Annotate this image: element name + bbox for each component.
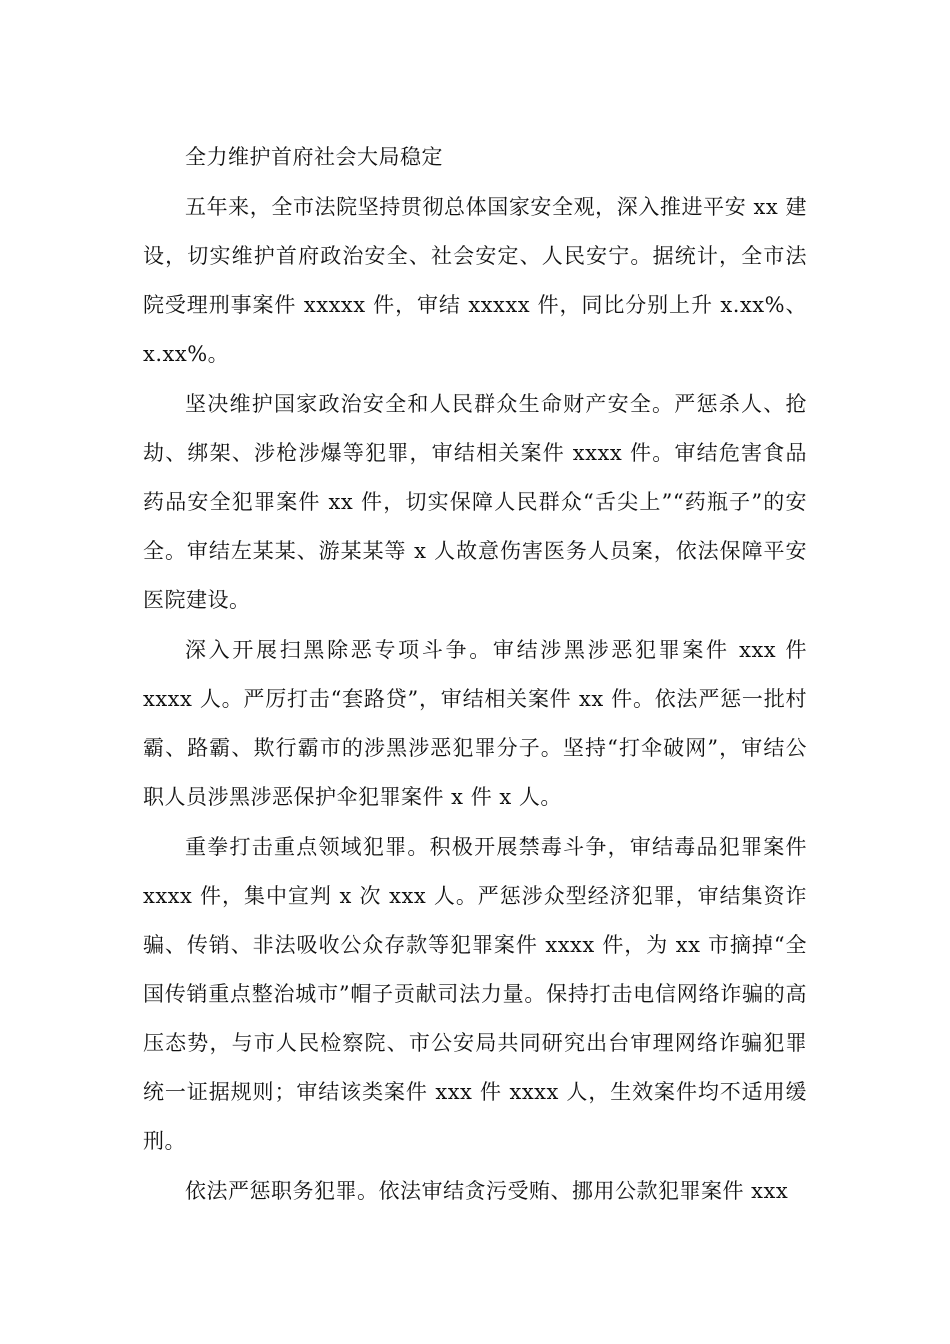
- document-body: [143, 133, 807, 1217]
- paragraph-anti-gang: 深入开展扫黑除恶专项斗争。审结涉黑涉恶犯罪案件 xxx 件 xxxx 人。严厉打击“套路贷”，审结相关案件 xx 件。依法严惩一批村霸、路霸、欺行霸市的涉黑涉恶犯罪分子。坚持“打伞破网”，审结公职人员涉黑涉恶保护伞犯罪案件 x 件 x 人。: [143, 638, 807, 809]
- paragraph-key-crimes: 重拳打击重点领域犯罪。积极开展禁毒斗争，审结毒品犯罪案件 xxxx 件，集中宣判 x 次 xxx 人。严惩涉众型经济犯罪，审结集资诈骗、传销、非法吸收公众存款等犯罪案件 xxxx 件，为 xx 市摘掉“全国传销重点整治城市”帽子贡献司法力量。保持打击电信网络诈骗的高压态势，与市人民检察院、市公安局共同研究出台审理网络诈骗犯罪统一证据规则；审结该类案件 xxx 件 xxxx 人，生效案件均不适用缓刑。: [143, 835, 807, 1153]
- section-heading: 全力维护首府社会大局稳定: [185, 145, 443, 169]
- paragraph-public-safety: 坚决维护国家政治安全和人民群众生命财产安全。严惩杀人、抢劫、绑架、涉枪涉爆等犯罪，审结相关案件 xxxx 件。审结危害食品药品安全犯罪案件 xx 件，切实保障人民群众“舌尖上”“药瓶子”的安全。审结左某某、游某某等 x 人故意伤害医务人员案，依法保障平安医院建设。: [143, 392, 807, 612]
- paragraph-overview: 五年来，全市法院坚持贯彻总体国家安全观，深入推进平安 xx 建设，切实维护首府政治安全、社会安定、人民安宁。据统计，全市法院受理刑事案件 xxxxx 件，审结 xxxxx 件，同比分别上升 x.xx%、x.xx%。: [143, 195, 807, 366]
- paragraph-official-crimes: 依法严惩职务犯罪。依法审结贪污受贿、挪用公款犯罪案件 xxx: [185, 1179, 789, 1203]
